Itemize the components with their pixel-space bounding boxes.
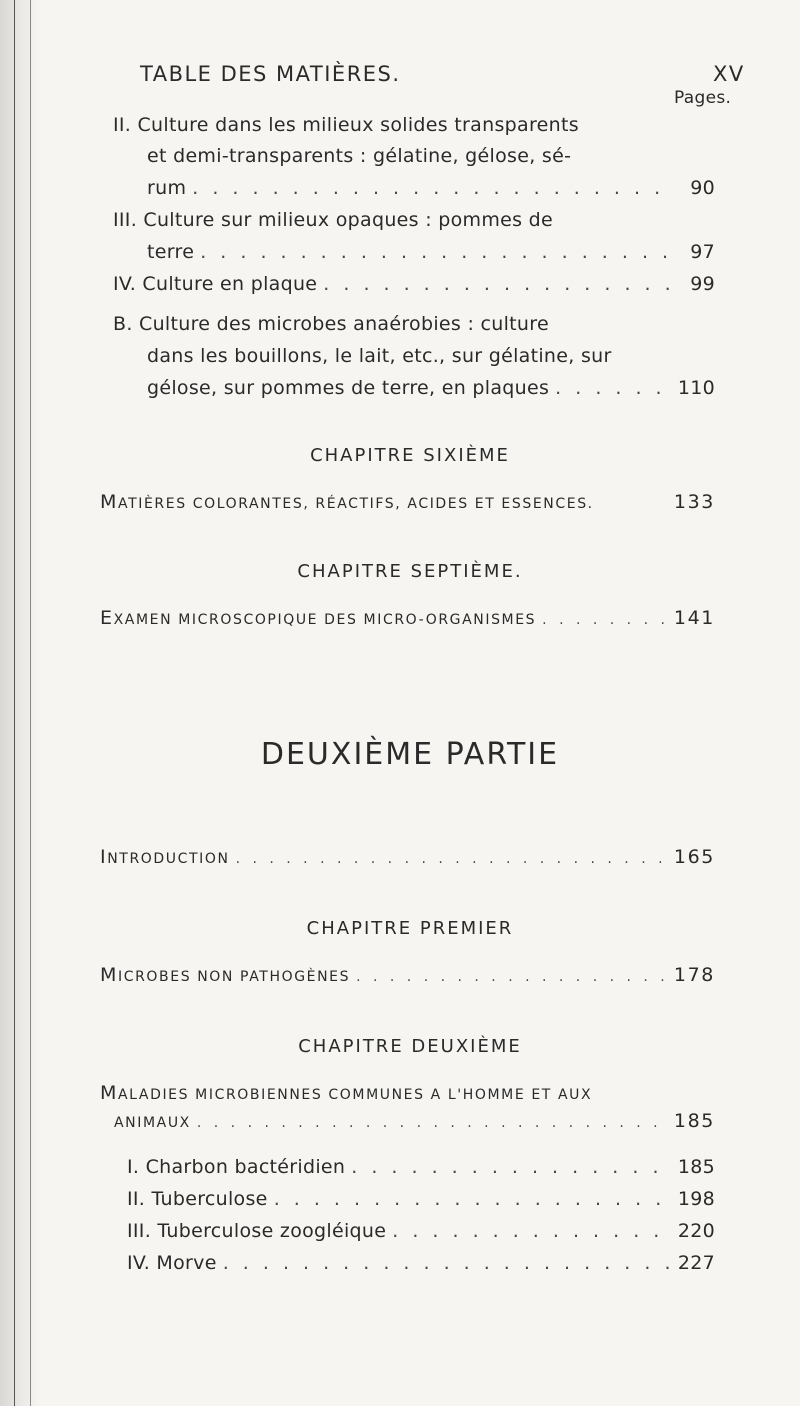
entry-page: 141 xyxy=(673,607,715,629)
entry-label: NTRODUCTION xyxy=(107,851,230,867)
chapter-heading: CHAPITRE DEUXIÈME xyxy=(298,1036,522,1057)
entry-page: 110 xyxy=(677,377,715,399)
small-caps-initial: M xyxy=(100,491,118,513)
toc-entry xyxy=(100,491,715,513)
entry-line: III. Culture sur milieux opaques : pommes de xyxy=(113,209,554,231)
small-caps-initial: M xyxy=(100,1082,118,1104)
entry-line: B. Culture des microbes anaérobies : culture xyxy=(113,313,549,335)
pages-column-label: Pages. xyxy=(674,88,732,108)
dot-leader xyxy=(555,377,672,399)
entry-label: IV. Morve xyxy=(127,1252,217,1274)
entry-line: et demi-transparents : gélatine, gélose, sé- xyxy=(147,145,572,167)
entry-label: ATIÈRES COLORANTES, RÉACTIFS, ACIDES ET ESSENCES. xyxy=(118,496,594,512)
chapter-heading: CHAPITRE SIXIÈME xyxy=(310,445,510,466)
entry-page: 90 xyxy=(690,177,715,199)
running-header-title: TABLE DES MATIÈRES. xyxy=(140,62,401,86)
chapter-heading: CHAPITRE PREMIER xyxy=(306,918,514,939)
entry-page: 133 xyxy=(673,491,715,513)
entry-label: III. Tuberculose zoogléique xyxy=(127,1220,387,1242)
entry-label: terre xyxy=(147,241,195,263)
toc-entry xyxy=(147,377,715,399)
dot-leader xyxy=(274,1188,672,1210)
small-caps-initial: M xyxy=(100,964,118,986)
entry-line xyxy=(100,1082,592,1104)
dot-leader xyxy=(223,1252,672,1274)
entry-page: 220 xyxy=(677,1220,715,1242)
toc-entry xyxy=(100,964,715,986)
dot-leader xyxy=(542,612,668,628)
entry-label: rum xyxy=(147,177,187,199)
toc-entry xyxy=(127,1220,715,1242)
entry-label: ANIMAUX xyxy=(114,1115,191,1131)
entry-line: dans les bouillons, le lait, etc., sur gélatine, sur xyxy=(147,345,612,367)
entry-label: ALADIES MICROBIENNES COMMUNES A L'HOMME ET AUX xyxy=(118,1087,593,1103)
toc-entry xyxy=(114,1110,715,1132)
dot-leader xyxy=(351,1156,672,1178)
entry-page: 178 xyxy=(673,964,715,986)
dot-leader xyxy=(200,241,675,263)
running-header-page-number: XV xyxy=(713,62,745,86)
entry-label: gélose, sur pommes de terre, en plaques xyxy=(147,377,550,399)
entry-page: 227 xyxy=(677,1252,715,1274)
toc-entry xyxy=(113,273,715,295)
toc-entry xyxy=(147,177,715,199)
dot-leader xyxy=(197,1115,668,1131)
entry-label: ICROBES NON PATHOGÈNES xyxy=(118,969,351,985)
toc-entry xyxy=(100,607,715,629)
dot-leader xyxy=(192,177,675,199)
toc-entry xyxy=(127,1156,715,1178)
small-caps-initial: I xyxy=(100,846,108,868)
entry-line: II. Culture dans les milieux solides transparents xyxy=(113,114,579,136)
entry-page: 185 xyxy=(673,1110,715,1132)
toc-entry xyxy=(100,846,715,868)
entry-page: 185 xyxy=(677,1156,715,1178)
entry-page: 198 xyxy=(677,1188,715,1210)
entry-page: 99 xyxy=(690,273,715,295)
toc-entry xyxy=(127,1188,715,1210)
chapter-heading: CHAPITRE SEPTIÈME. xyxy=(297,561,523,582)
entry-page: 165 xyxy=(673,846,715,868)
entry-page: 97 xyxy=(690,241,715,263)
toc-entry xyxy=(127,1252,715,1274)
part-title: DEUXIÈME PARTIE xyxy=(260,737,560,772)
toc-entry xyxy=(147,241,715,263)
dot-leader xyxy=(392,1220,672,1242)
dot-leader xyxy=(356,969,668,985)
entry-label: IV. Culture en plaque xyxy=(113,273,318,295)
small-caps-initial: E xyxy=(100,607,114,629)
dot-leader xyxy=(323,273,675,295)
dot-leader xyxy=(236,851,668,867)
entry-label: I. Charbon bactéridien xyxy=(127,1156,346,1178)
entry-label: XAMEN MICROSCOPIQUE DES MICRO-ORGANISMES xyxy=(113,612,537,628)
entry-label: II. Tuberculose xyxy=(127,1188,268,1210)
